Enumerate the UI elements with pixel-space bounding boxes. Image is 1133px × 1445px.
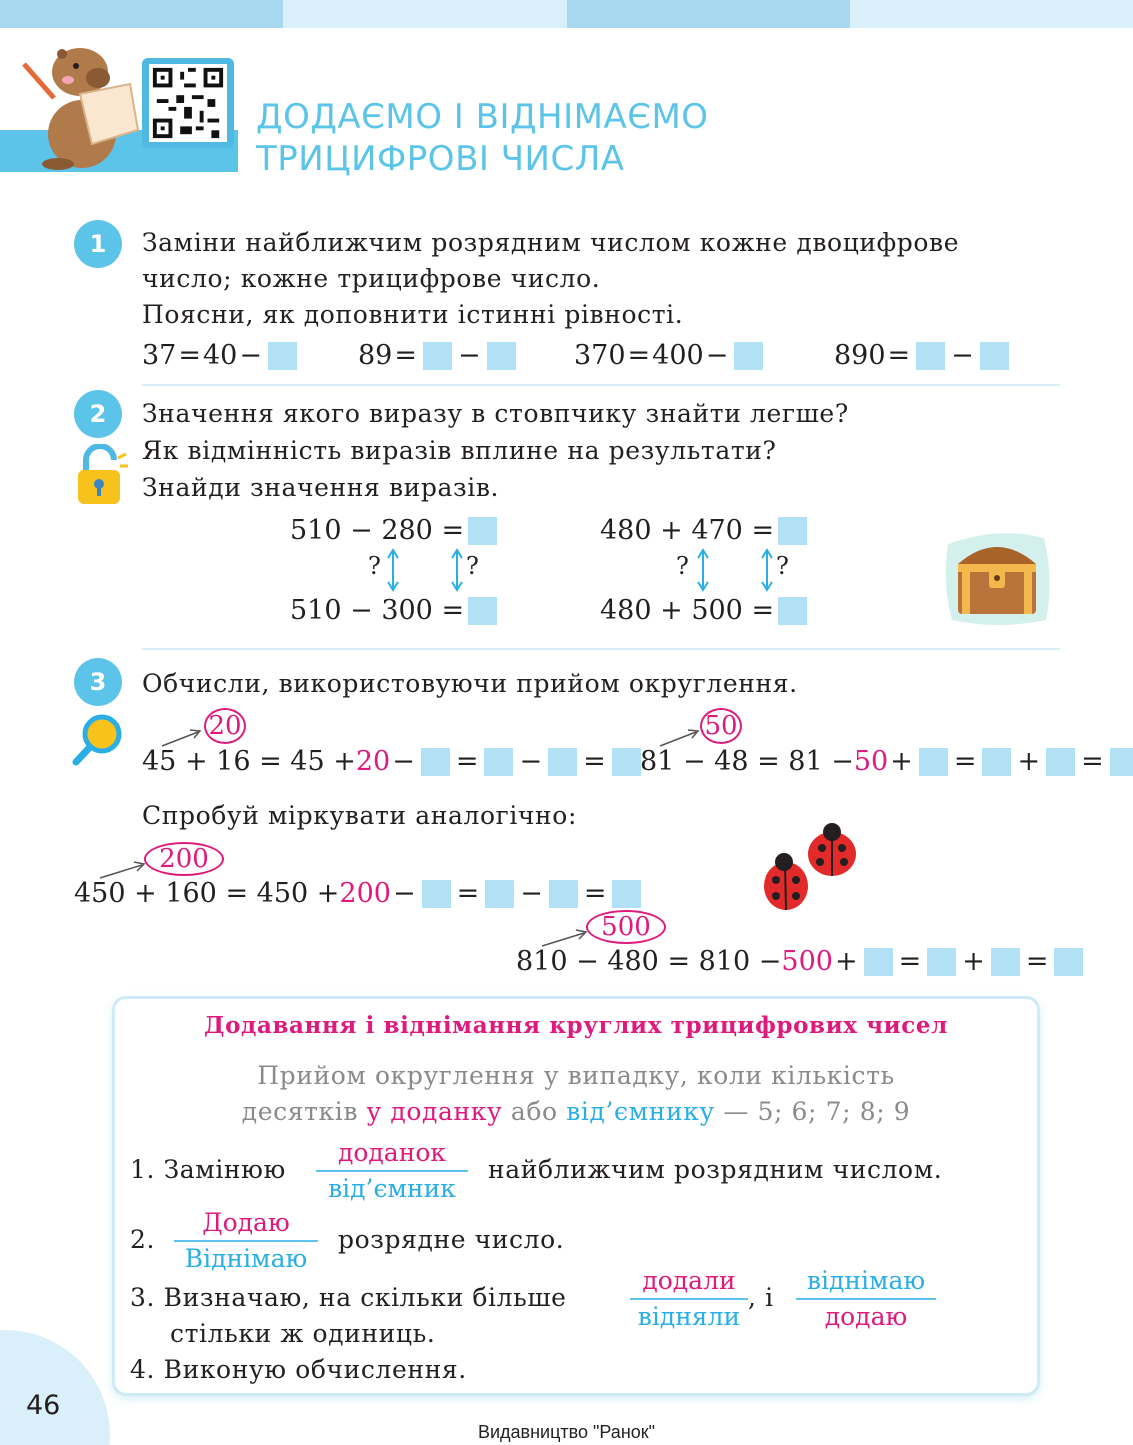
double-arrow-icon [386, 548, 400, 592]
answer-box[interactable] [485, 880, 514, 908]
answer-box[interactable] [484, 748, 513, 776]
question-mark: ? [466, 552, 479, 580]
rule-step-1-start: 1. Замінюю [130, 1155, 286, 1184]
pointer-arrow-icon [98, 860, 146, 880]
task-3-try-text: Спробуй міркувати аналогічно: [142, 801, 577, 830]
rule-step-3-mid: , і [748, 1283, 774, 1312]
answer-box[interactable] [421, 748, 450, 776]
qr-code-icon [148, 64, 228, 142]
answer-box[interactable] [734, 342, 763, 370]
task-1-equation-3: 370 = 400 − [574, 340, 767, 371]
top-band [0, 0, 1133, 28]
divider [142, 384, 1060, 386]
rule-step-1-fraction: доданок від’ємник [316, 1136, 468, 1206]
task-1-number: 1 [74, 220, 122, 268]
task-2-line-2: Як відмінність виразів вплине на результати? [142, 436, 777, 465]
task-1-equation-4: 890 = − [834, 340, 1013, 371]
pointer-arrow-icon [160, 728, 202, 748]
task-1-line-3: Поясни, як доповнити істинні рівності. [142, 300, 684, 329]
answer-box[interactable] [991, 948, 1020, 976]
rule-step-3-end: стільки ж одиниць. [170, 1319, 436, 1348]
answer-box[interactable] [549, 880, 578, 908]
title-line-1: ДОДАЄМО І ВІДНІМАЄМО [256, 97, 709, 137]
task-1-equation-1: 37 = 40 − [142, 340, 301, 371]
answer-box[interactable] [778, 597, 807, 625]
answer-box[interactable] [423, 342, 452, 370]
rule-subtitle-2: десятків у доданку або від’ємнику — 5; 6; 7; 8; 9 [241, 1097, 911, 1126]
answer-box[interactable] [778, 517, 807, 545]
rounded-number: 20 [204, 708, 246, 744]
answer-box[interactable] [612, 880, 641, 908]
task-3-number: 3 [74, 658, 122, 706]
answer-box[interactable] [487, 342, 516, 370]
ladybug-icon [754, 816, 866, 920]
answer-box[interactable] [982, 748, 1011, 776]
answer-box[interactable] [864, 948, 893, 976]
answer-box[interactable] [1046, 748, 1075, 776]
rule-step-4: 4. Виконую обчислення. [130, 1355, 467, 1384]
rule-step-1-end: найближчим розрядним числом. [488, 1155, 943, 1184]
page-number: 46 [26, 1390, 61, 1421]
rule-step-2-start: 2. [130, 1225, 156, 1254]
task-3-example-2: 81 − 48 = 81 − 50 + = + = [640, 746, 1133, 777]
qr-code[interactable] [142, 58, 234, 148]
task-3-example-4: 810 − 480 = 810 − 500 + = + = [516, 946, 1087, 977]
task-2-expr-4: 480 + 500 = [600, 595, 811, 626]
answer-box[interactable] [1110, 748, 1133, 776]
double-arrow-icon [760, 548, 774, 592]
publisher: Видавництво "Ранок" [477, 1422, 656, 1442]
rule-step-3-fraction-1: додали відняли [630, 1264, 748, 1334]
answer-box[interactable] [927, 948, 956, 976]
answer-box[interactable] [916, 342, 945, 370]
lock-icon [74, 444, 130, 506]
answer-box[interactable] [548, 748, 577, 776]
task-1-line-2: число; кожне трицифрове число. [142, 264, 601, 293]
double-arrow-icon [450, 548, 464, 592]
rule-step-2-fraction: Додаю Віднімаю [174, 1206, 318, 1276]
double-arrow-icon [696, 548, 710, 592]
rule-subtitle-1: Прийом округлення у випадку, коли кількість [257, 1061, 895, 1090]
title-line-2: ТРИЦИФРОВІ ЧИСЛА [256, 139, 625, 179]
task-3-example-1: 45 + 16 = 45 + 20 − = − = [142, 746, 645, 777]
divider [142, 648, 1060, 650]
page-title [256, 96, 709, 180]
rounded-number: 200 [144, 842, 224, 876]
pointer-arrow-icon [540, 928, 588, 948]
task-2-line-1: Значення якого виразу в стовпчику знайти легше? [142, 399, 849, 428]
answer-box[interactable] [422, 880, 451, 908]
question-mark: ? [368, 552, 381, 580]
answer-box[interactable] [468, 597, 497, 625]
question-mark: ? [776, 552, 789, 580]
rule-step-2-end: розрядне число. [338, 1225, 565, 1254]
answer-box[interactable] [1054, 948, 1083, 976]
answer-box[interactable] [919, 748, 948, 776]
answer-box[interactable] [468, 517, 497, 545]
task-1-equation-2: 89 = − [358, 340, 520, 371]
answer-box[interactable] [268, 342, 297, 370]
task-1-line-1: Заміни найближчим розрядним числом кожне двоцифрове [142, 228, 960, 257]
task-3-line-1: Обчисли, використовуючи прийом округлення. [142, 669, 798, 698]
magnifier-icon [70, 712, 124, 768]
answer-box[interactable] [612, 748, 641, 776]
task-2-expr-2: 510 − 300 = [290, 595, 501, 626]
rounded-number: 500 [586, 910, 666, 944]
answer-box[interactable] [980, 342, 1009, 370]
rule-step-3-fraction-2: віднімаю додаю [796, 1264, 936, 1334]
rule-step-3-start: 3. Визначаю, на скільки більше [130, 1283, 567, 1312]
task-2-line-3: Знайди значення виразів. [142, 473, 500, 502]
question-mark: ? [676, 552, 689, 580]
task-3-example-3: 450 + 160 = 450 + 200 − = − = [74, 878, 645, 909]
task-2-expr-1: 510 − 280 = [290, 515, 501, 546]
rounded-number: 50 [700, 708, 742, 744]
pointer-arrow-icon [658, 728, 700, 748]
task-2-expr-3: 480 + 470 = [600, 515, 811, 546]
capybara-icon [18, 34, 146, 170]
treasure-chest-icon [938, 524, 1056, 630]
rule-title: Додавання і віднімання круглих трицифрових чисел [204, 1012, 948, 1039]
task-2-number: 2 [74, 390, 122, 438]
